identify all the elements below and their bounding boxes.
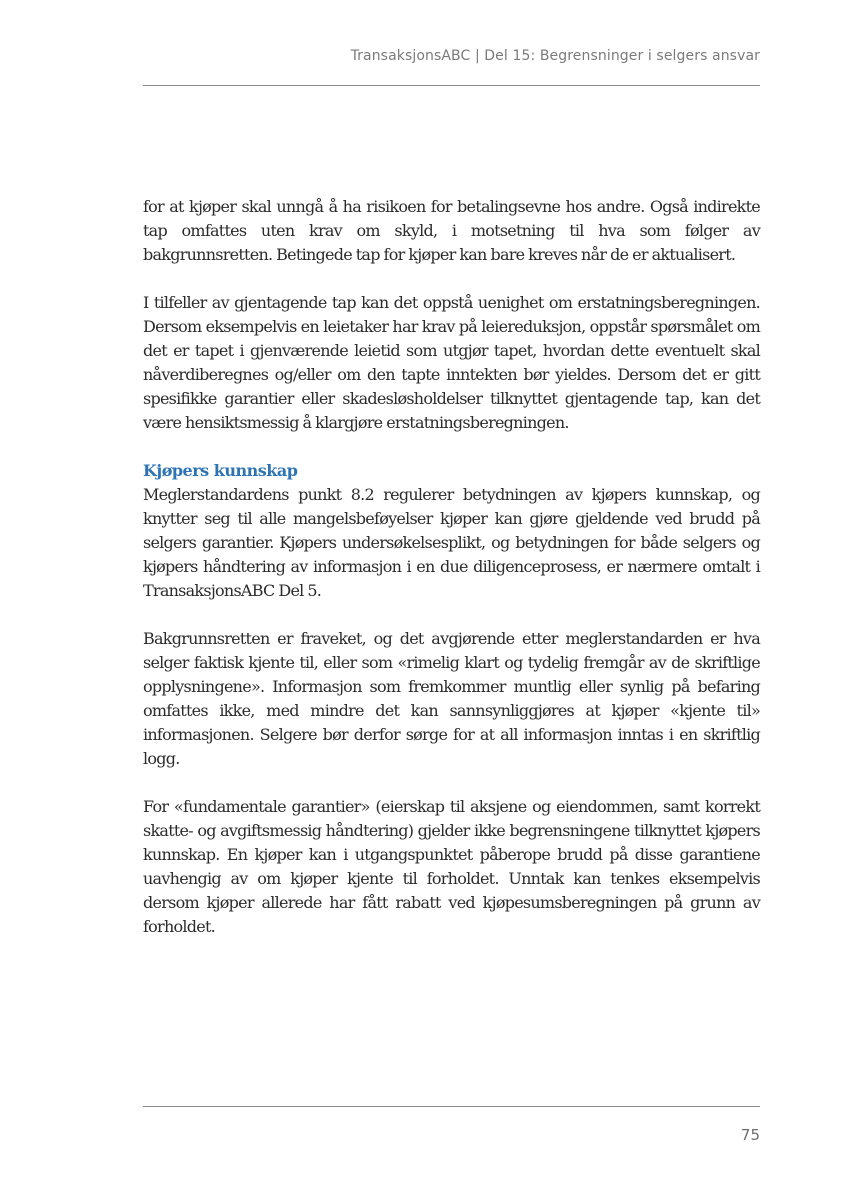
body-paragraph: I tilfeller av gjentagende tap kan det oppstå uenighet om erstatningsberegningen. Dersom eksempelvis en leietaker har krav på leiereduksjon, oppstår spørsmålet om det er tapet i gjenværende leietid som utgjør tapet, hvordan dette eventuelt skal nåverdiberegnes og/eller om den tapte inntekten bør yieldes. Dersom det er gitt spesifikke garantier eller skadesløsholdelser tilknyttet gjentagende tap, kan det være hensiktsmessig å klargjøre erstatningsberegningen. (143, 293, 760, 432)
header-divider (143, 85, 760, 86)
footer-divider (143, 1106, 760, 1107)
page-number: 75 (740, 1126, 760, 1144)
running-header: TransaksjonsABC | Del 15: Begrensninger i selgers ansvar (350, 48, 760, 64)
body-paragraph: For «fundamentale garantier» (eierskap til aksjene og eiendommen, samt korrekt skatte- og avgiftsmessig håndtering) gjelder ikke begrensningene tilknyttet kjøpers kunnskap. En kjøper kan i utgangspunktet påberope brudd på disse garantiene uavhengig av om kjøper kjente til forholdet. Unntak kan tenkes eksempelvis dersom kjøper allerede har fått rabatt ved kjøpesumsberegningen på grunn av forholdet. (143, 797, 760, 936)
body-paragraph: Meglerstandardens punkt 8.2 regulerer betydningen av kjøpers kunnskap, og knytter seg til alle mangelsbeføyelser kjøper kan gjøre gjeldende ved brudd på selgers garantier. Kjøpers undersøkelsesplikt, og betydningen for både selgers og kjøpers håndtering av informasjon i en due diligenceprosess, er nærmere omtalt i TransaksjonsABC Del 5. (143, 485, 760, 600)
section-heading: Kjøpers kunnskap (143, 461, 298, 480)
body-paragraph: Bakgrunnsretten er fraveket, og det avgjørende etter meglerstandarden er hva selger faktisk kjente til, eller som «rimelig klart og tydelig fremgår av de skriftlige opplysningene». Informasjon som fremkommer muntlig eller synlig på befaring omfattes ikke, med mindre det kan sannsynliggjøres at kjøper «kjente til» informasjonen. Selgere bør derfor sørge for at all informasjon inntas i en skriftlig logg. (143, 629, 760, 768)
body-paragraph: for at kjøper skal unngå å ha risikoen for betalingsevne hos andre. Også indirekte tap omfattes uten krav om skyld, i motsetning til hva som følger av bakgrunnsretten. Betingede tap for kjøper kan bare kreves når de er aktualisert. (143, 197, 760, 264)
page-body (143, 195, 760, 963)
